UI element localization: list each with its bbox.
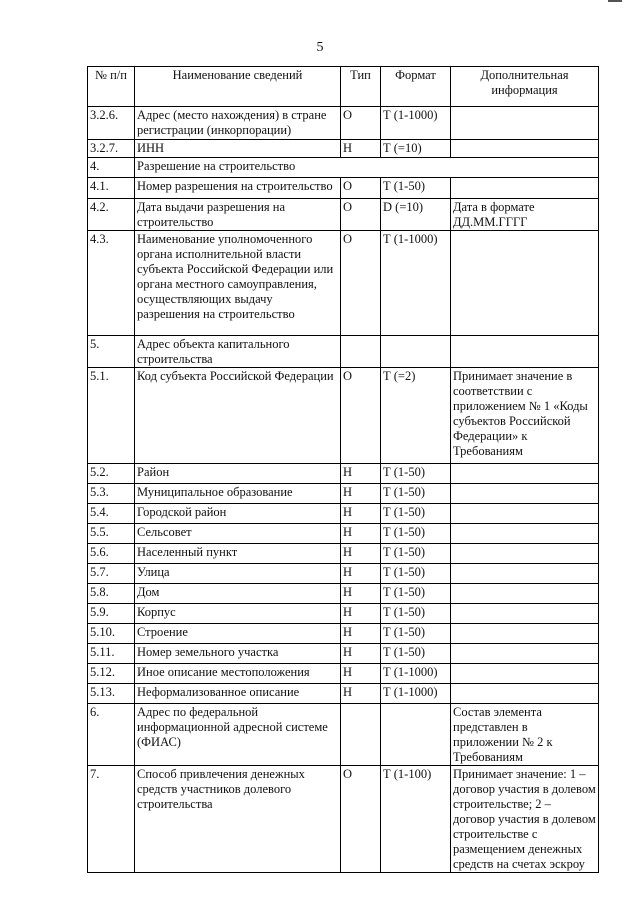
cell-type: Н: [341, 584, 381, 604]
cell-name: Номер земельного участка: [135, 644, 341, 664]
table-row: [88, 564, 599, 584]
cell-name: Неформализованное описание: [135, 684, 341, 704]
cell-info: [451, 664, 599, 684]
cell-type: [341, 336, 381, 368]
cell-format: Т (=2): [381, 368, 451, 464]
cell-no: 5.6.: [88, 544, 135, 564]
cell-type: Н: [341, 524, 381, 544]
table-row: [88, 464, 599, 484]
cell-format: [381, 704, 451, 766]
cell-name: Улица: [135, 564, 341, 584]
table-row: [88, 664, 599, 684]
cell-format: Т (1-50): [381, 564, 451, 584]
table-row: [88, 624, 599, 644]
cell-no: 7.: [88, 766, 135, 873]
cell-info: [451, 140, 599, 158]
table-row: [88, 336, 599, 368]
cell-info: [451, 484, 599, 504]
cell-format: Т (=10): [381, 140, 451, 158]
cell-info: Состав элемента представлен в приложении № 2 к Требованиям: [451, 704, 599, 766]
cell-no: 5.2.: [88, 464, 135, 484]
cell-type: О: [341, 231, 381, 336]
cell-no: 5.13.: [88, 684, 135, 704]
cell-format: Т (1-1000): [381, 684, 451, 704]
cell-info: [451, 524, 599, 544]
cell-type: Н: [341, 544, 381, 564]
table-row: [88, 604, 599, 624]
cell-name: Адрес (место нахождения) в стране регистрации (инкорпорации): [135, 107, 341, 140]
cell-type: О: [341, 107, 381, 140]
table-row: [88, 231, 599, 336]
cell-name: Адрес объекта капитального строительства: [135, 336, 341, 368]
table-row: [88, 584, 599, 604]
table-row: [88, 644, 599, 664]
table-row: [88, 544, 599, 564]
cell-type: Н: [341, 504, 381, 524]
cell-type: Н: [341, 464, 381, 484]
cell-name: Муниципальное образование: [135, 484, 341, 504]
cell-name: Сельсовет: [135, 524, 341, 544]
cell-type: Н: [341, 664, 381, 684]
cell-format: Т (1-50): [381, 604, 451, 624]
cell-no: 5.5.: [88, 524, 135, 544]
cell-format: Т (1-50): [381, 544, 451, 564]
cell-info: [451, 564, 599, 584]
cell-info: [451, 624, 599, 644]
table-header-row: [88, 67, 599, 107]
cell-name: Дата выдачи разрешения на строительство: [135, 199, 341, 231]
cell-name: Номер разрешения на строительство: [135, 178, 341, 199]
table-row: [88, 684, 599, 704]
cell-type: О: [341, 178, 381, 199]
cell-name: ИНН: [135, 140, 341, 158]
cell-no: 5.3.: [88, 484, 135, 504]
cell-info: Принимает значение в соответствии с приложением № 1 «Коды субъектов Российской Федерации» к Требованиям: [451, 368, 599, 464]
cell-info: Принимает значение: 1 – договор участия в долевом строительстве; 2 – договор участия в долевом строительстве с размещением денежных средств на счетах эскроу: [451, 766, 599, 873]
table-body: [88, 107, 599, 873]
cell-format: Т (1-100): [381, 766, 451, 873]
cell-name: Городской район: [135, 504, 341, 524]
cell-type: Н: [341, 604, 381, 624]
data-table: [87, 66, 599, 873]
cell-info: [451, 584, 599, 604]
page-number: 5: [316, 40, 324, 55]
cell-type: Н: [341, 684, 381, 704]
table-row: [88, 199, 599, 231]
cell-format: Т (1-50): [381, 644, 451, 664]
cell-name: Иное описание местоположения: [135, 664, 341, 684]
cell-no: 5.: [88, 336, 135, 368]
cell-section-title: Разрешение на строительство: [135, 158, 599, 178]
header-info: Дополнительная информация: [451, 67, 599, 107]
table-row: [88, 368, 599, 464]
table-row: [88, 178, 599, 199]
cell-no: 4.3.: [88, 231, 135, 336]
cell-no: 6.: [88, 704, 135, 766]
cell-type: Н: [341, 140, 381, 158]
cell-type: О: [341, 766, 381, 873]
cell-name: Строение: [135, 624, 341, 644]
cell-format: Т (1-50): [381, 484, 451, 504]
scan-mark: [608, 0, 622, 5]
header-type: Тип: [341, 67, 381, 107]
cell-name: Способ привлечения денежных средств участников долевого строительства: [135, 766, 341, 873]
cell-name: Адрес по федеральной информационной адресной системе (ФИАС): [135, 704, 341, 766]
cell-type: О: [341, 199, 381, 231]
table-row: [88, 158, 599, 178]
header-name: Наименование сведений: [135, 67, 341, 107]
cell-format: Т (1-1000): [381, 107, 451, 140]
cell-type: Н: [341, 564, 381, 584]
cell-no: 3.2.6.: [88, 107, 135, 140]
cell-no: 5.12.: [88, 664, 135, 684]
table-row: [88, 484, 599, 504]
cell-info: [451, 504, 599, 524]
cell-format: Т (1-50): [381, 504, 451, 524]
cell-no: 3.2.7.: [88, 140, 135, 158]
cell-format: Т (1-50): [381, 178, 451, 199]
cell-no: 5.7.: [88, 564, 135, 584]
cell-name: Код субъекта Российской Федерации: [135, 368, 341, 464]
cell-format: Т (1-50): [381, 624, 451, 644]
cell-info: [451, 544, 599, 564]
cell-name: Наименование уполномоченного органа исполнительной власти субъекта Российской Федерации или органа местного самоуправления, осуществляющих выдачу разрешения на строительство: [135, 231, 341, 336]
cell-format: Т (1-50): [381, 524, 451, 544]
cell-info: [451, 107, 599, 140]
table-row: [88, 524, 599, 544]
table-row: [88, 140, 599, 158]
cell-type: О: [341, 368, 381, 464]
cell-name: Район: [135, 464, 341, 484]
cell-no: 5.8.: [88, 584, 135, 604]
cell-type: [341, 704, 381, 766]
cell-format: Т (1-50): [381, 464, 451, 484]
cell-no: 5.1.: [88, 368, 135, 464]
cell-info: [451, 178, 599, 199]
cell-name: Дом: [135, 584, 341, 604]
table-row: [88, 704, 599, 766]
cell-format: Т (1-50): [381, 584, 451, 604]
cell-no: 5.11.: [88, 644, 135, 664]
cell-type: Н: [341, 644, 381, 664]
cell-type: Н: [341, 484, 381, 504]
cell-format: D (=10): [381, 199, 451, 231]
cell-no: 5.9.: [88, 604, 135, 624]
cell-format: [381, 336, 451, 368]
cell-no: 5.4.: [88, 504, 135, 524]
cell-name: Корпус: [135, 604, 341, 624]
cell-info: [451, 604, 599, 624]
header-format: Формат: [381, 67, 451, 107]
cell-format: Т (1-1000): [381, 231, 451, 336]
cell-type: Н: [341, 624, 381, 644]
header-no: № п/п: [88, 67, 135, 107]
cell-no: 5.10.: [88, 624, 135, 644]
cell-info: [451, 684, 599, 704]
cell-no: 4.2.: [88, 199, 135, 231]
cell-info: [451, 336, 599, 368]
cell-name: Населенный пункт: [135, 544, 341, 564]
cell-no: 4.1.: [88, 178, 135, 199]
cell-info: [451, 644, 599, 664]
table-row: [88, 107, 599, 140]
cell-info: Дата в формате ДД.ММ.ГГГГ: [451, 199, 599, 231]
cell-format: Т (1-1000): [381, 664, 451, 684]
cell-no: 4.: [88, 158, 135, 178]
table-row: [88, 504, 599, 524]
cell-info: [451, 464, 599, 484]
cell-info: [451, 231, 599, 336]
table-row: [88, 766, 599, 873]
